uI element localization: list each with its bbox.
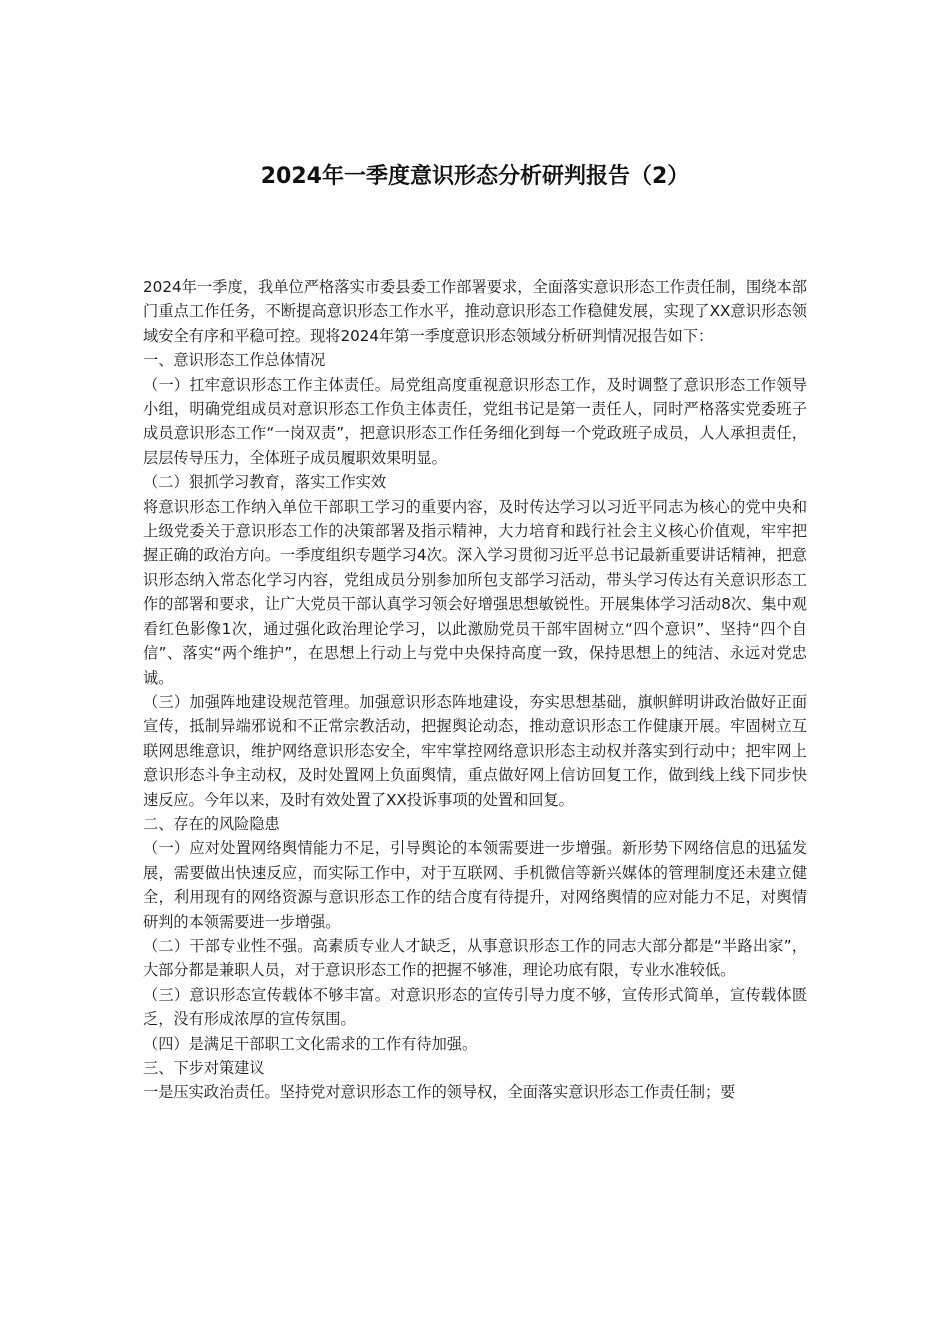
paragraph-2-3: （三）意识形态宣传载体不够丰富。对意识形态的宣传引导力度不够，宣传形式简单，宣传载体匮乏，没有形成浓厚的宣传氛围。 [143,985,807,1029]
paragraph-2-2: （二）干部专业性不强。高素质专业人才缺乏，从事意识形态工作的同志大部分都是“半路出家”，大部分都是兼职人员，对于意识形态工作的把握不够准，理论功底有限，专业水准较低。 [143,936,807,980]
paragraph-2-4: （四）是满足干部职工文化需求的工作有待加强。 [143,1034,478,1053]
intro-paragraph: 2024年一季度，我单位严格落实市委县委工作部署要求，全面落实意识形态工作责任制，围绕本部门重点工作任务，不断提高意识形态工作水平，推动意识形态工作稳健发展，实现了XX意识形态领域安全有序和平稳可控。现将2024年第一季度意识形态领域分析研判情况报告如下： [143,278,807,345]
paragraph-2-1: （一）应对处置网络舆情能力不足，引导舆论的本领需要进一步增强。新形势下网络信息的迅猛发展，需要做出快速反应，而实际工作中，对于互联网、手机微信等新兴媒体的管理制度还未建立健全，利用现有的网络资源与意识形态工作的结合度有待提升，对网络舆情的应对能力不足，对舆情研判的本领需要进一步增强。 [143,839,807,931]
paragraph-1-1: （一）扛牢意识形态工作主体责任。局党组高度重视意识形态工作，及时调整了意识形态工作领导小组，明确党组成员对意识形态工作负主体责任，党组书记是第一责任人，同时严格落实党委班子成员意识形态工作“一岗双责”，把意识形态工作任务细化到每一个党政班子成员，人人承担责任，层层传导压力，全体班子成员履职效果明显。 [143,375,807,467]
document-body [143,275,807,1105]
section-heading-2: 二、存在的风险隐患 [143,814,280,833]
paragraph-1-3: （三）加强阵地建设规范管理。加强意识形态阵地建设，夯实思想基础，旗帜鲜明讲政治做好正面宣传，抵制异端邪说和不正常宗教活动，把握舆论动态，推动意识形态工作健康开展。牢固树立互联网思维意识，维护网络意识形态安全，牢牢掌控网络意识形态主动权并落实到行动中；把牢网上意识形态斗争主动权，及时处置网上负面舆情，重点做好网上信访回复工作，做到线上线下同步快速反应。今年以来，及时有效处置了XX投诉事项的处置和回复。 [143,692,807,809]
section-heading-1: 一、意识形态工作总体情况 [143,351,326,370]
section-heading-3: 三、下步对策建议 [143,1059,265,1077]
document-title: 2024年一季度意识形态分析研判报告（2） [260,164,690,189]
paragraph-1-2-body: 将意识形态工作纳入单位干部职工学习的重要内容，及时传达学习以习近平同志为核心的党中央和上级党委关于意识形态工作的决策部署及指示精神，大力培育和践行社会主义核心价值观，牢牢把握正确的政治方向。一季度组织专题学习4次。深入学习贯彻习近平总书记最新重要讲话精神，把意识形态纳入常态化学习内容，党组成员分别参加所包支部学习活动，带头学习传达有关意识形态工作的部署和要求，让广大党员干部认真学习领会好增强思想敏锐性。开展集体学习活动8次、集中观看红色影像1次，通过强化政治理论学习，以此激励党员干部牢固树立“四个意识”、坚持“四个自信”、落实“两个维护”，在思想上行动上与党中央保持高度一致，保持思想上的纯洁、永远对党忠诚。 [143,497,807,687]
paragraph-3-1: 一是压实政治责任。坚持党对意识形态工作的领导权，全面落实意识形态工作责任制；要 [143,1083,736,1102]
paragraph-1-2-heading: （二）狠抓学习教育，落实工作实效 [143,473,386,492]
